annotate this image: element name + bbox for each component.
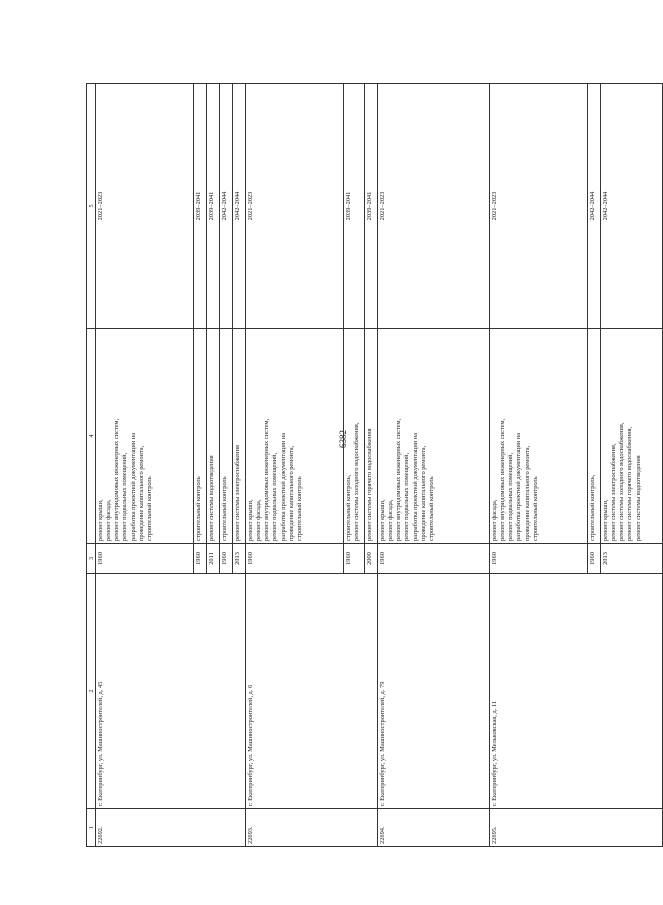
table-row — [378, 84, 490, 847]
year-cell: 1960 — [96, 544, 194, 574]
work-item: строительный контроль — [146, 476, 154, 541]
works-cell — [194, 329, 207, 544]
header-row — [87, 84, 96, 847]
period-cell: 2021–2023 — [378, 84, 490, 329]
work-item: ремонт крыши, — [601, 499, 609, 541]
header-col-4: 4 — [87, 329, 96, 544]
row-number: 22694. — [378, 809, 490, 847]
work-item: строительный контроль — [194, 476, 202, 541]
address-cell: г. Екатеринбург, ул. Машиностроителей, д. 79 — [378, 574, 490, 809]
year-cell: 1960 — [344, 544, 365, 574]
period-cell: 2021–2023 — [96, 84, 194, 329]
work-item: ремонт системы горячего водоснабжения — [365, 428, 373, 541]
work-item: строительный контроль, — [588, 474, 596, 541]
work-item: ремонт системы горячего водоснабжения, — [626, 426, 634, 541]
work-item: разработка проектной документации на — [515, 432, 523, 541]
table-sheet — [86, 84, 642, 847]
year-cell: 2013 — [233, 544, 246, 574]
period-cell: 2039–2041 — [365, 84, 378, 329]
table-row — [246, 84, 344, 847]
works-cell — [220, 329, 233, 544]
works-cell — [96, 329, 194, 544]
works-cell — [378, 329, 490, 544]
works-cell — [365, 329, 378, 544]
work-item: проведение капитального ремонта, — [137, 445, 145, 541]
period-cell: 2039–2041 — [207, 84, 220, 329]
header-col-5: 5 — [87, 84, 96, 329]
work-item: ремонт фасада, — [254, 499, 262, 541]
work-item: проведение капитального ремонта, — [523, 445, 531, 541]
period-cell: 2042–2044 — [601, 84, 663, 329]
work-item: ремонт подвальных помещений, — [121, 452, 129, 541]
work-item: строительный контроль — [220, 476, 228, 541]
works-cell — [233, 329, 246, 544]
year-cell: 2011 — [207, 544, 220, 574]
row-number: 22695. — [490, 809, 663, 847]
works-cell — [207, 329, 220, 544]
year-cell: 1960 — [220, 544, 233, 574]
year-cell: 1960 — [194, 544, 207, 574]
period-cell: 2039–2041 — [344, 84, 365, 329]
address-cell: г. Екатеринбург, ул. Машиностроителей, д. 45 — [96, 574, 246, 809]
work-item: ремонт системы водоотведения — [207, 455, 215, 541]
address-cell: г. Екатеринбург, ул. Машиностроителей, д. 6 — [246, 574, 378, 809]
year-cell: 1960 — [246, 544, 344, 574]
work-item: ремонт фасада, — [386, 499, 394, 541]
works-cell — [246, 329, 344, 544]
work-item: проведение капитального ремонта, — [419, 445, 427, 541]
year-cell: 2013 — [601, 544, 663, 574]
work-item: проведение капитального ремонта, — [287, 445, 295, 541]
rotated-table-wrapper — [86, 84, 642, 847]
works-cell — [490, 329, 588, 544]
table-row — [96, 84, 194, 847]
work-item: ремонт системы холодного водоснабжения, — [618, 422, 626, 541]
period-cell: 2021–2023 — [490, 84, 588, 329]
work-item: ремонт подвальных помещений, — [403, 452, 411, 541]
header-col-1: 1 — [87, 809, 96, 847]
year-cell: 1960 — [588, 544, 601, 574]
work-item: ремонт подвальных помещений, — [271, 452, 279, 541]
work-item: разработка проектной документации на — [129, 432, 137, 541]
table-body — [96, 84, 663, 847]
work-item: строительный контроль — [428, 476, 436, 541]
table-row — [490, 84, 588, 847]
year-cell: 1960 — [378, 544, 490, 574]
work-item: ремонт системы холодного водоснабжения, — [352, 422, 360, 541]
work-item: строительный контроль — [296, 476, 304, 541]
work-item: строительный контроль — [531, 476, 539, 541]
period-cell: 2042–2044 — [220, 84, 233, 329]
page-number: 6382 — [338, 430, 348, 448]
period-cell: 2039–2041 — [194, 84, 207, 329]
header-col-2: 2 — [87, 574, 96, 809]
works-cell — [601, 329, 663, 544]
work-item: ремонт внутридомовых инженерных систем, — [263, 418, 271, 541]
row-number: 22693. — [246, 809, 378, 847]
works-cell — [588, 329, 601, 544]
address-cell: г. Екатеринбург, ул. Мельковская, д. 11 — [490, 574, 663, 809]
work-item: ремонт крыши, — [96, 499, 104, 541]
row-number: 22692. — [96, 809, 246, 847]
work-item: ремонт крыши, — [378, 499, 386, 541]
header-col-3: 3 — [87, 544, 96, 574]
work-item: ремонт внутридомовых инженерных систем, — [498, 418, 506, 541]
work-item: ремонт внутридомовых инженерных систем, — [113, 418, 121, 541]
work-item: ремонт системы электроснабжения — [233, 445, 241, 541]
works-cell — [344, 329, 365, 544]
period-cell: 2042–2044 — [233, 84, 246, 329]
year-cell: 2009 — [365, 544, 378, 574]
work-item: ремонт подвальных помещений, — [507, 452, 515, 541]
period-cell: 2042–2044 — [588, 84, 601, 329]
repair-schedule-table — [86, 83, 663, 847]
period-cell: 2021–2023 — [246, 84, 344, 329]
work-item: разработка проектной документации на — [279, 432, 287, 541]
work-item: ремонт системы водоотведения — [634, 455, 642, 541]
work-item: разработка проектной документации на — [411, 432, 419, 541]
work-item: ремонт фасада, — [104, 499, 112, 541]
year-cell: 1960 — [490, 544, 588, 574]
work-item: строительный контроль, — [344, 474, 352, 541]
work-item: ремонт фасада, — [490, 499, 498, 541]
work-item: ремонт крыши, — [246, 499, 254, 541]
work-item: ремонт системы электроснабжения, — [609, 443, 617, 541]
work-item: ремонт внутридомовых инженерных систем, — [395, 418, 403, 541]
